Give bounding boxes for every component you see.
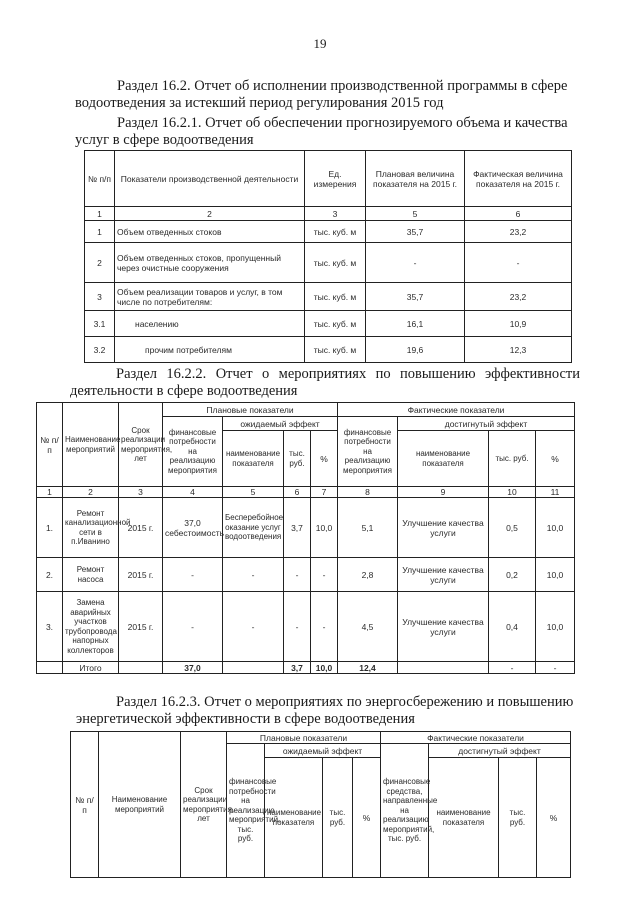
heading-line: услуг в сфере водоотведения [75,132,254,148]
row-number-cell: 3.2 [85,337,115,363]
header-cell: Плановая величина показателя на 2015 г. [366,151,465,207]
row-number-cell: 2 [85,243,115,283]
table-row [85,283,572,311]
expected-rub-cell: 3,7 [284,498,311,558]
indicator-name-cell: Объем отведенных стоков, пропущенный через очистные сооружения [115,243,305,283]
header-cell: № п/п [85,151,115,207]
header-cell: № п/п [37,403,63,487]
heading-word: повышению [400,366,476,382]
header-cell: тыс. руб. [489,431,536,487]
indicator-name-cell: населению [115,311,305,337]
header-cell: наименование показателя [223,431,284,487]
heading-word: о [261,366,270,382]
row-number-cell: 3. [37,592,63,662]
unit-cell: тыс. куб. м [305,337,366,363]
heading-word: эффективности [485,366,580,382]
measure-name-cell: Ремонт канализационной сети в п.Иванино [63,498,119,558]
row-number-cell: 2. [37,558,63,592]
heading-line: Раздел 16.2.1. Отчет об обеспечении прогнозируемого объема и качества [117,115,568,131]
expected-pct-cell: 10,0 [311,498,338,558]
column-number-cell: 1 [85,207,115,221]
heading-line: деятельности в сфере водоотведения [70,383,298,399]
row-number-cell: 1. [37,498,63,558]
table-row [85,243,572,283]
column-number-cell: 10 [489,487,536,498]
fin-fact-cell: 4,5 [338,592,398,662]
section-16-2-heading [75,78,575,112]
expected-indicator-cell: - [223,592,284,662]
section-16-2-2-heading [70,366,580,400]
table-volume-quality [84,150,572,363]
total-achieved-rub-cell: - [489,662,536,674]
table-row [85,311,572,337]
column-number-cell: 7 [311,487,338,498]
header-cell: Фактические показатели [381,732,571,744]
header-cell: наименование показателя [265,758,323,878]
header-cell: Срок реализации мероприятия, лет [181,732,227,878]
heading-line [70,366,580,383]
section-16-2-3-heading [76,694,576,728]
total-achieved-pct-cell: - [536,662,575,674]
fin-plan-cell: - [163,558,223,592]
header-cell: % [537,758,571,878]
achieved-rub-cell: 0,2 [489,558,536,592]
indicator-name-cell: Объем отведенных стоков [115,221,305,243]
column-number-cell: 3 [119,487,163,498]
plan-value-cell: 19,6 [366,337,465,363]
unit-cell: тыс. куб. м [305,311,366,337]
column-number-cell: 8 [338,487,398,498]
column-number-cell: 5 [223,487,284,498]
heading-word: 16.2.2. [166,366,207,382]
plan-value-cell: 35,7 [366,283,465,311]
achieved-pct-cell: 10,0 [536,592,575,662]
fact-value-cell: - [465,243,572,283]
row-number-cell: 1 [85,221,115,243]
header-cell: достигнутый эффект [429,744,571,758]
column-number-cell: 5 [366,207,465,221]
unit-cell: тыс. куб. м [305,221,366,243]
expected-pct-cell: - [311,592,338,662]
total-fin-fact-cell: 12,4 [338,662,398,674]
expected-rub-cell: - [284,592,311,662]
table-row [37,498,575,558]
header-cell: Срок реализации мероприятия, лет [119,403,163,487]
header-cell: ожидаемый эффект [265,744,381,758]
total-label-cell: Итого [63,662,119,674]
heading-word: Раздел [116,366,158,382]
term-cell: 2015 г. [119,592,163,662]
total-row [37,662,575,674]
row-number-cell: 3.1 [85,311,115,337]
heading-line: водоотведения за истекший период регулирования 2015 год [75,95,444,111]
expected-indicator-cell: Бесперебойное оказание услуг водоотведения [223,498,284,558]
column-number-cell: 2 [63,487,119,498]
row-number-cell: 3 [85,283,115,311]
column-number-cell: 2 [115,207,305,221]
fact-value-cell: 23,2 [465,283,572,311]
heading-word: Отчет [215,366,253,382]
heading-line: Раздел 16.2.3. Отчет о мероприятиях по энергосбережению и повышению [116,694,574,710]
header-cell: финансовые средства, направленные на реализацию мероприятий, тыс. руб. [381,744,429,878]
column-number-cell: 9 [398,487,489,498]
indicator-name-cell: прочим потребителям [115,337,305,363]
header-cell: Фактическая величина показателя на 2015 г. [465,151,572,207]
unit-cell: тыс. куб. м [305,243,366,283]
column-number-cell: 1 [37,487,63,498]
achieved-indicator-cell: Улучшение качества услуги [398,498,489,558]
plan-value-cell: - [366,243,465,283]
total-fin-plan-cell: 37,0 [163,662,223,674]
column-number-cell: 6 [284,487,311,498]
header-cell: Ед. измерения [305,151,366,207]
header-cell: Плановые показатели [227,732,381,744]
expected-indicator-cell: - [223,558,284,592]
header-cell: Показатели производственной деятельности [115,151,305,207]
header-cell: Наименование мероприятий [99,732,181,878]
expected-rub-cell: - [284,558,311,592]
column-number-cell: 3 [305,207,366,221]
measure-name-cell: Замена аварийных участков трубопровода напорных коллекторов [63,592,119,662]
achieved-pct-cell: 10,0 [536,558,575,592]
header-cell: Наименование мероприятий [63,403,119,487]
header-cell: Фактические показатели [338,403,575,417]
expected-pct-cell: - [311,558,338,592]
header-cell: наименование показателя [429,758,499,878]
fin-plan-cell: - [163,592,223,662]
column-number-cell: 11 [536,487,575,498]
header-cell: % [353,758,381,878]
fact-value-cell: 12,3 [465,337,572,363]
heading-line: Раздел 16.2. Отчет об исполнении производственной программы в сфере [117,78,568,94]
header-cell: № п/п [71,732,99,878]
header-cell: % [536,431,575,487]
page-number: 19 [313,36,327,51]
fin-plan-cell: 37,0 себестоимость [163,498,223,558]
header-cell: наименование показателя [398,431,489,487]
table-efficiency-measures [36,402,575,674]
table-energy-saving-measures [70,731,571,878]
header-cell: финансовые потребности на реализацию мероприятия [338,417,398,487]
term-cell: 2015 г. [119,558,163,592]
header-cell: достигнутый эффект [398,417,575,431]
header-cell: Плановые показатели [163,403,338,417]
column-number-cell: 6 [465,207,572,221]
header-cell: % [311,431,338,487]
table-row [85,221,572,243]
table-row [37,592,575,662]
fin-fact-cell: 5,1 [338,498,398,558]
fact-value-cell: 23,2 [465,221,572,243]
table-row [37,558,575,592]
heading-word: мероприятиях [278,366,367,382]
unit-cell: тыс. куб. м [305,283,366,311]
heading-line: энергетической эффективности в сфере водоотведения [76,711,415,727]
plan-value-cell: 35,7 [366,221,465,243]
column-number-cell: 4 [163,487,223,498]
header-cell: тыс. руб. [284,431,311,487]
indicator-name-cell: Объем реализации товаров и услуг, в том числе по потребителям: [115,283,305,311]
achieved-indicator-cell: Улучшение качества услуги [398,558,489,592]
header-cell: ожидаемый эффект [223,417,338,431]
table-row [85,337,572,363]
header-cell: тыс. руб. [499,758,537,878]
total-expected-pct-cell: 10,0 [311,662,338,674]
header-cell: финансовые потребности на реализацию мероприятий, тыс. руб. [227,744,265,878]
achieved-rub-cell: 0,4 [489,592,536,662]
fact-value-cell: 10,9 [465,311,572,337]
measure-name-cell: Ремонт насоса [63,558,119,592]
heading-word: по [375,366,391,382]
header-cell: финансовые потребности на реализацию мероприятия [163,417,223,487]
fin-fact-cell: 2,8 [338,558,398,592]
achieved-rub-cell: 0,5 [489,498,536,558]
achieved-pct-cell: 10,0 [536,498,575,558]
achieved-indicator-cell: Улучшение качества услуги [398,592,489,662]
header-cell: тыс. руб. [323,758,353,878]
total-expected-rub-cell: 3,7 [284,662,311,674]
plan-value-cell: 16,1 [366,311,465,337]
term-cell: 2015 г. [119,498,163,558]
section-16-2-1-heading [75,115,575,149]
